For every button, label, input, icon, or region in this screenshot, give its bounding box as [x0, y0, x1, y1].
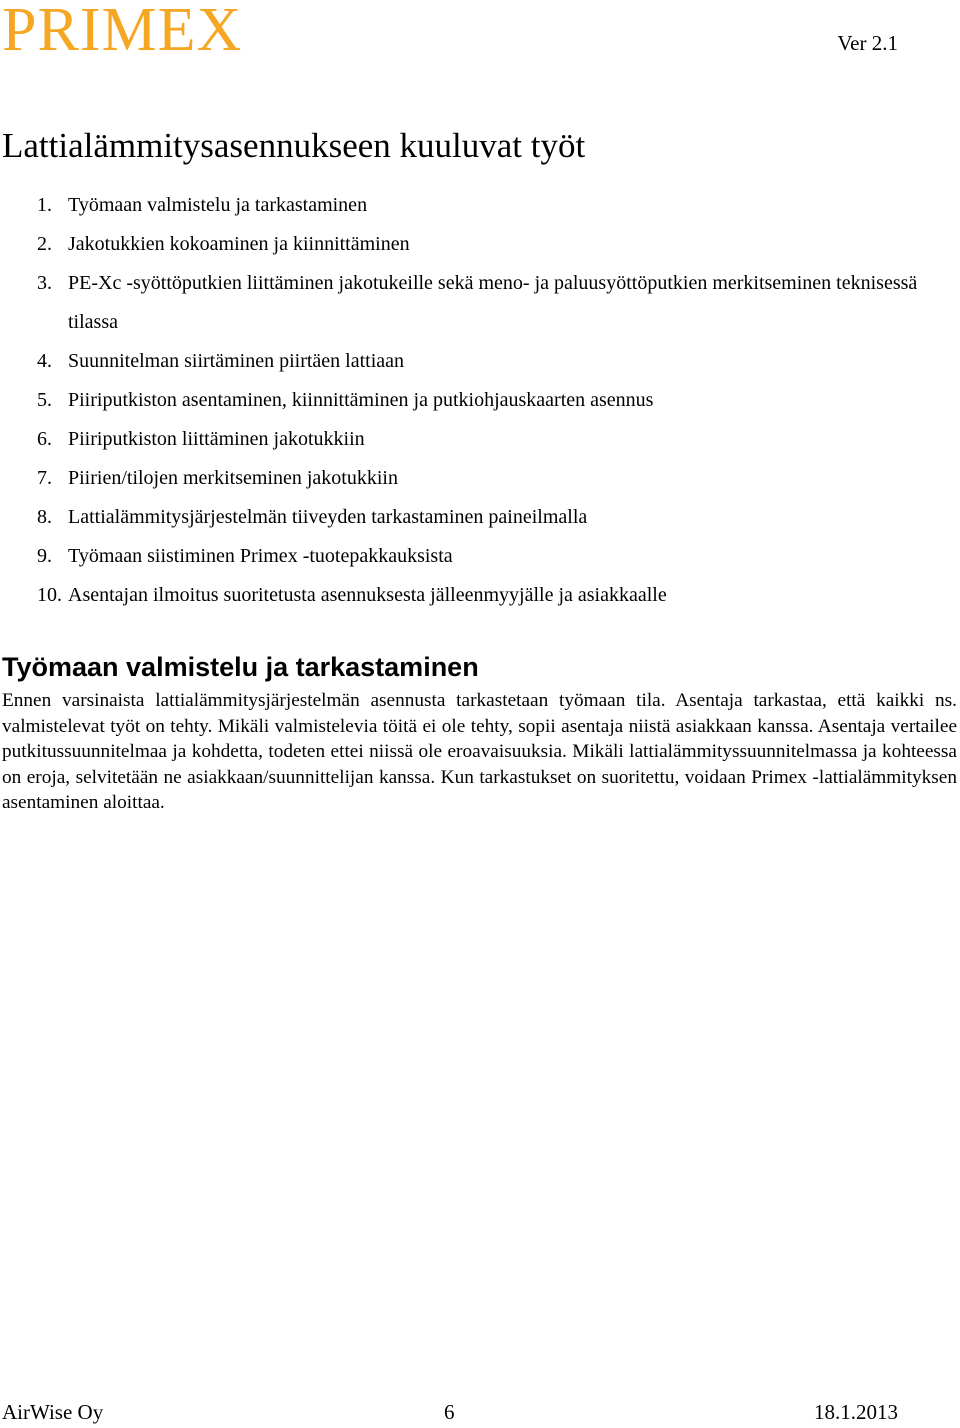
list-item — [0, 186, 940, 225]
list-item-number: 7. — [37, 467, 52, 489]
list-item — [0, 342, 940, 381]
list-item — [0, 420, 940, 459]
task-list — [0, 186, 940, 615]
list-item-text: Piiriputkiston asentaminen, kiinnittäminen ja putkiohjauskaarten asennus — [68, 389, 654, 411]
list-item — [0, 225, 940, 264]
list-item — [0, 264, 940, 342]
list-item-number: 3. — [37, 272, 52, 294]
list-item — [0, 498, 940, 537]
list-item-text: Piiriputkiston liittäminen jakotukkiin — [68, 428, 365, 450]
list-item-number: 5. — [37, 389, 52, 411]
list-item — [0, 537, 940, 576]
list-item-text: Piirien/tilojen merkitseminen jakotukkiin — [68, 467, 398, 489]
list-item — [0, 381, 940, 420]
list-item — [0, 576, 940, 615]
list-item-number: 6. — [37, 428, 52, 450]
section-heading: Työmaan valmistelu ja tarkastaminen — [2, 652, 479, 682]
version-label: Ver 2.1 — [837, 31, 898, 55]
list-item-text: Työmaan siistiminen Primex -tuotepakkauksista — [68, 545, 453, 567]
list-item-text: Työmaan valmistelu ja tarkastaminen — [68, 194, 368, 216]
list-item-number: 9. — [37, 545, 52, 567]
list-item-text: Suunnitelman siirtäminen piirtäen lattiaan — [68, 350, 405, 372]
list-item-text: Lattialämmitysjärjestelmän tiiveyden tarkastaminen paineilmalla — [68, 506, 588, 528]
list-item-number: 8. — [37, 506, 52, 528]
list-item-text: Asentajan ilmoitus suoritetusta asennuksesta jälleenmyyjälle ja asiakkaalle — [68, 584, 667, 606]
list-item-number: 1. — [37, 194, 52, 216]
footer-date: 18.1.2013 — [814, 1400, 898, 1424]
list-item — [0, 459, 940, 498]
list-item-number: 2. — [37, 233, 52, 255]
page-footer — [0, 1396, 960, 1428]
primex-logo: PRIMEX — [2, 0, 243, 64]
list-item-text: Jakotukkien kokoaminen ja kiinnittäminen — [68, 233, 410, 255]
footer-page-number: 6 — [444, 1400, 455, 1424]
list-item-number: 4. — [37, 350, 52, 372]
page-title: Lattialämmitysasennukseen kuuluvat työt — [2, 126, 586, 165]
section-paragraph: Ennen varsinaista lattialämmitysjärjestelmän asennusta tarkastetaan työmaan tila. Asentaja tarkastaa, että kaikki ns. valmistelevat työt on tehty. Mikäli valmistelevia töitä ei ole tehty, sopii asentaja niistä asiakkaan kanssa. Asentaja vertailee putkitussuunnitelmaa ja kohdetta, todeten ettei niissä ole eroavaisuuksia. Mikäli lattialämmityssuunnitelmassa ja kohteessa on eroja, selvitetään ne asiakkaan/suunnittelijan kanssa. Kun tarkastukset on suoritettu, voidaan Primex -lattialämmityksen asentaminen aloittaa. — [2, 690, 957, 814]
footer-company: AirWise Oy — [2, 1400, 104, 1424]
list-item-number: 10. — [37, 584, 62, 606]
list-item-text: PE-Xc -syöttöputkien liittäminen jakotukeille sekä meno- ja paluusyöttöputkien merkitseminen teknisessä tilassa — [68, 272, 918, 333]
